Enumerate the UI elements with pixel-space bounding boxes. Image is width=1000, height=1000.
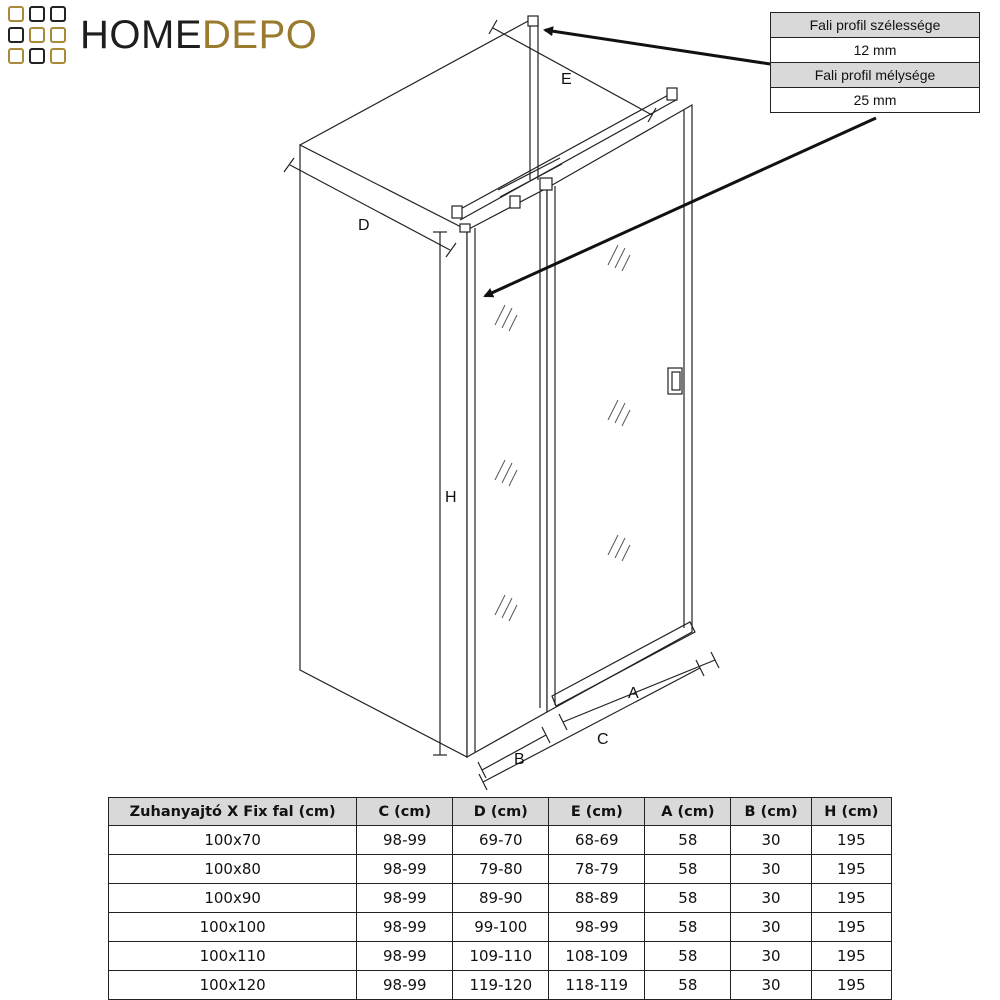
table-row [109, 884, 892, 913]
table-row [109, 855, 892, 884]
table-row [109, 826, 892, 855]
table-cell: 195 [811, 913, 891, 942]
table-cell: 30 [731, 855, 811, 884]
wall-profile-depth-value: 25 mm [771, 88, 980, 113]
table-cell: 109-110 [453, 942, 549, 971]
wall-profile-width-label: Fali profil szélessége [771, 13, 980, 38]
table-cell: 30 [731, 942, 811, 971]
table-row [109, 942, 892, 971]
table-header-cell: H (cm) [811, 798, 891, 826]
table-cell: 78-79 [549, 855, 645, 884]
table-cell: 118-119 [549, 971, 645, 1000]
dimension-label-h: H [445, 489, 457, 506]
table-cell: 195 [811, 971, 891, 1000]
table-cell: 100x90 [109, 884, 357, 913]
table-cell: 195 [811, 942, 891, 971]
wall-profile-depth-label: Fali profil mélysége [771, 63, 980, 88]
dimension-label-e: E [561, 71, 572, 88]
table-cell: 99-100 [453, 913, 549, 942]
table-cell: 100x110 [109, 942, 357, 971]
table-cell: 98-99 [357, 971, 453, 1000]
table-cell: 30 [731, 971, 811, 1000]
table-cell: 58 [645, 855, 731, 884]
dimension-label-d: D [358, 217, 370, 234]
table-cell: 100x100 [109, 913, 357, 942]
dimension-table-header [109, 798, 892, 826]
table-cell: 119-120 [453, 971, 549, 1000]
dimension-label-a: A [628, 685, 639, 702]
enclosure-outline [300, 16, 695, 757]
table-header-cell: C (cm) [357, 798, 453, 826]
table-header-cell: D (cm) [453, 798, 549, 826]
table-cell: 195 [811, 855, 891, 884]
table-cell: 58 [645, 826, 731, 855]
table-cell: 98-99 [357, 913, 453, 942]
width-callout-arrow [545, 30, 770, 64]
table-row [109, 971, 892, 1000]
table-cell: 100x70 [109, 826, 357, 855]
table-cell: 58 [645, 971, 731, 1000]
table-header-cell: B (cm) [731, 798, 811, 826]
dimension-table [108, 797, 892, 1000]
table-cell: 58 [645, 942, 731, 971]
table-cell: 30 [731, 884, 811, 913]
table-header-cell: A (cm) [645, 798, 731, 826]
table-cell: 30 [731, 826, 811, 855]
table-cell: 89-90 [453, 884, 549, 913]
logo-wordmark: HOMEDEPO [80, 13, 318, 57]
dimension-label-c: C [597, 731, 609, 748]
table-cell: 98-99 [357, 855, 453, 884]
table-cell: 195 [811, 884, 891, 913]
table-cell: 98-99 [549, 913, 645, 942]
table-cell: 195 [811, 826, 891, 855]
table-cell: 100x80 [109, 855, 357, 884]
table-cell: 58 [645, 884, 731, 913]
table-cell: 88-89 [549, 884, 645, 913]
table-header-cell: Zuhanyajtó X Fix fal (cm) [109, 798, 357, 826]
table-cell: 58 [645, 913, 731, 942]
table-cell: 100x120 [109, 971, 357, 1000]
table-cell: 68-69 [549, 826, 645, 855]
wall-profile-width-value: 12 mm [771, 38, 980, 63]
table-cell: 30 [731, 913, 811, 942]
table-cell: 98-99 [357, 884, 453, 913]
table-cell: 98-99 [357, 942, 453, 971]
table-row [109, 913, 892, 942]
table-cell: 98-99 [357, 826, 453, 855]
table-cell: 69-70 [453, 826, 549, 855]
table-cell: 108-109 [549, 942, 645, 971]
dimension-label-b: B [514, 751, 525, 768]
table-header-cell: E (cm) [549, 798, 645, 826]
table-cell: 79-80 [453, 855, 549, 884]
